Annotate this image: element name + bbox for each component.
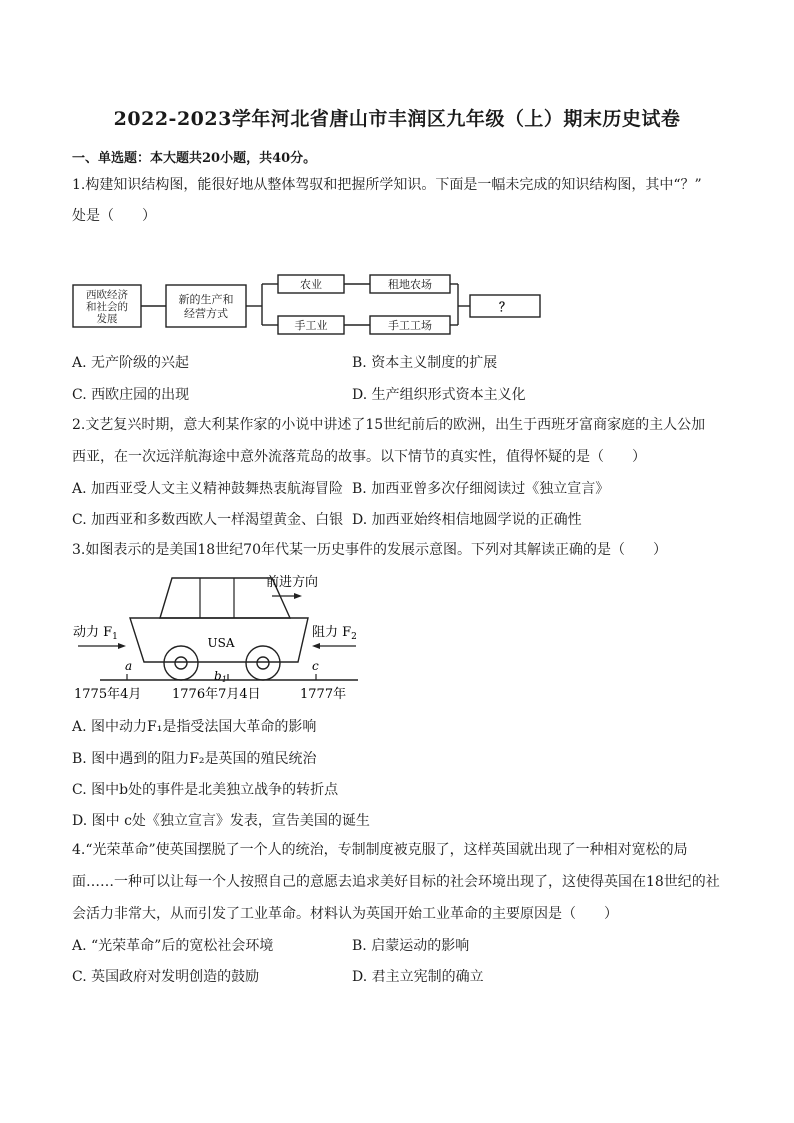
q1-box2-line1: 新的生产和 <box>178 293 234 306</box>
q1-unknown-label: ？ <box>498 300 512 314</box>
q3-option-a[interactable]: A. 图中动力F₁是指受法国大革命的影响 <box>72 719 317 735</box>
q1-stem-line1: 1.构建知识结构图，能很好地从整体驾驭和把握所学知识。下面是一幅未完成的知识结构图，其中“？” <box>72 177 702 193</box>
q3-date3: 1777年 <box>300 687 347 702</box>
q1-box1-line2: 和社会的 <box>86 301 128 313</box>
q1-option-d[interactable]: D. 生产组织形式资本主义化 <box>352 387 526 403</box>
q3-car-label: USA <box>207 636 235 650</box>
q1-craft-label: 手工业 <box>294 319 328 332</box>
q3-force2-label: 阻力 $F_2$ <box>312 625 357 642</box>
q1-option-b[interactable]: B. 资本主义制度的扩展 <box>352 355 498 371</box>
q1-stem-line2: 处是（ ） <box>72 208 156 224</box>
q1-box1-line3: 发展 <box>96 313 118 325</box>
q3-point-a: a <box>125 659 133 673</box>
q1-box1-line1: 西欧经济 <box>86 289 128 301</box>
q3-point-b: b1 <box>214 669 227 684</box>
q4-option-a[interactable]: A. “光荣革命”后的宽松社会环境 <box>72 938 274 954</box>
q4-option-c[interactable]: C. 英国政府对发明创造的鼓励 <box>72 969 260 985</box>
q3-option-b[interactable]: B. 图中遇到的阻力F₂是英国的殖民统治 <box>72 751 317 767</box>
q3-option-d[interactable]: D. 图中 c处《独立宣言》发表，宣告美国的诞生 <box>72 813 370 829</box>
q3-car-wheel-left <box>164 646 198 680</box>
q2-option-d[interactable]: D. 加西亚始终相信地圆学说的正确性 <box>352 512 582 528</box>
q3-point-c: c <box>312 659 319 673</box>
q4-stem: 4.“光荣革命”使英国摆脱了一个人的统治，专制制度被克服了，这样英国就出现了一种相对宽松的局面……一种可以让每一个人按照自己的意愿去追求美好目标的社会环境出现了，这使得英国在18世纪的社会活力非常大，从而引发了工业革命。材料认为英国开始工业革命的主要原因是（ ） <box>72 842 720 922</box>
q1-box2-line2: 经营方式 <box>184 307 228 320</box>
q1-agri-label: 农业 <box>300 278 322 291</box>
q2-stem-line2: 西亚，在一次远洋航海途中意外流落荒岛的故事。以下情节的真实性，值得怀疑的是（ ） <box>72 449 646 465</box>
q3-force1-label: 动力 $F_1$ <box>73 625 118 642</box>
q3-option-c[interactable]: C. 图中b处的事件是北美独立战争的转折点 <box>72 782 339 798</box>
q3-direction-label: 前进方向 <box>266 575 319 590</box>
q2-option-b[interactable]: B. 加西亚曾多次仔细阅读过《独立宣言》 <box>352 481 610 497</box>
q3-date1: 1775年4月 <box>74 687 142 702</box>
q1-option-c[interactable]: C. 西欧庄园的出现 <box>72 387 190 403</box>
q1-workshop-label: 手工工场 <box>388 319 432 332</box>
q4-option-b[interactable]: B. 启蒙运动的影响 <box>352 938 470 954</box>
q1-box-new-mode <box>166 285 246 327</box>
q2-option-c[interactable]: C. 加西亚和多数西欧人一样渴望黄金、白银 <box>72 512 344 528</box>
q2-stem-line1: 2.文艺复兴时期，意大利某作家的小说中讲述了15世纪前后的欧洲，出生于西班牙富商家庭的主人公加 <box>72 417 706 433</box>
exam-title: 2022-2023学年河北省唐山市丰润区九年级（上）期末历史试卷 <box>113 108 681 130</box>
q4-option-d[interactable]: D. 君主立宪制的确立 <box>352 969 484 985</box>
section-heading: 一、单选题：本大题共20小题，共40分。 <box>72 151 317 166</box>
q3-car-figure <box>72 568 372 706</box>
q3-stem: 3.如图表示的是美国18世纪70年代某一历史事件的发展示意图。下列对其解读正确的是（ ） <box>72 542 667 558</box>
q3-car-wheel-right <box>246 646 280 680</box>
q1-option-a[interactable]: A. 无产阶级的兴起 <box>72 355 190 371</box>
q2-option-a[interactable]: A. 加西亚受人文主义精神鼓舞热衷航海冒险 <box>72 481 344 497</box>
q1-knowledge-diagram <box>72 274 552 338</box>
q1-farm-label: 租地农场 <box>388 278 432 291</box>
q3-date2: 1776年7月4日 <box>172 687 261 702</box>
